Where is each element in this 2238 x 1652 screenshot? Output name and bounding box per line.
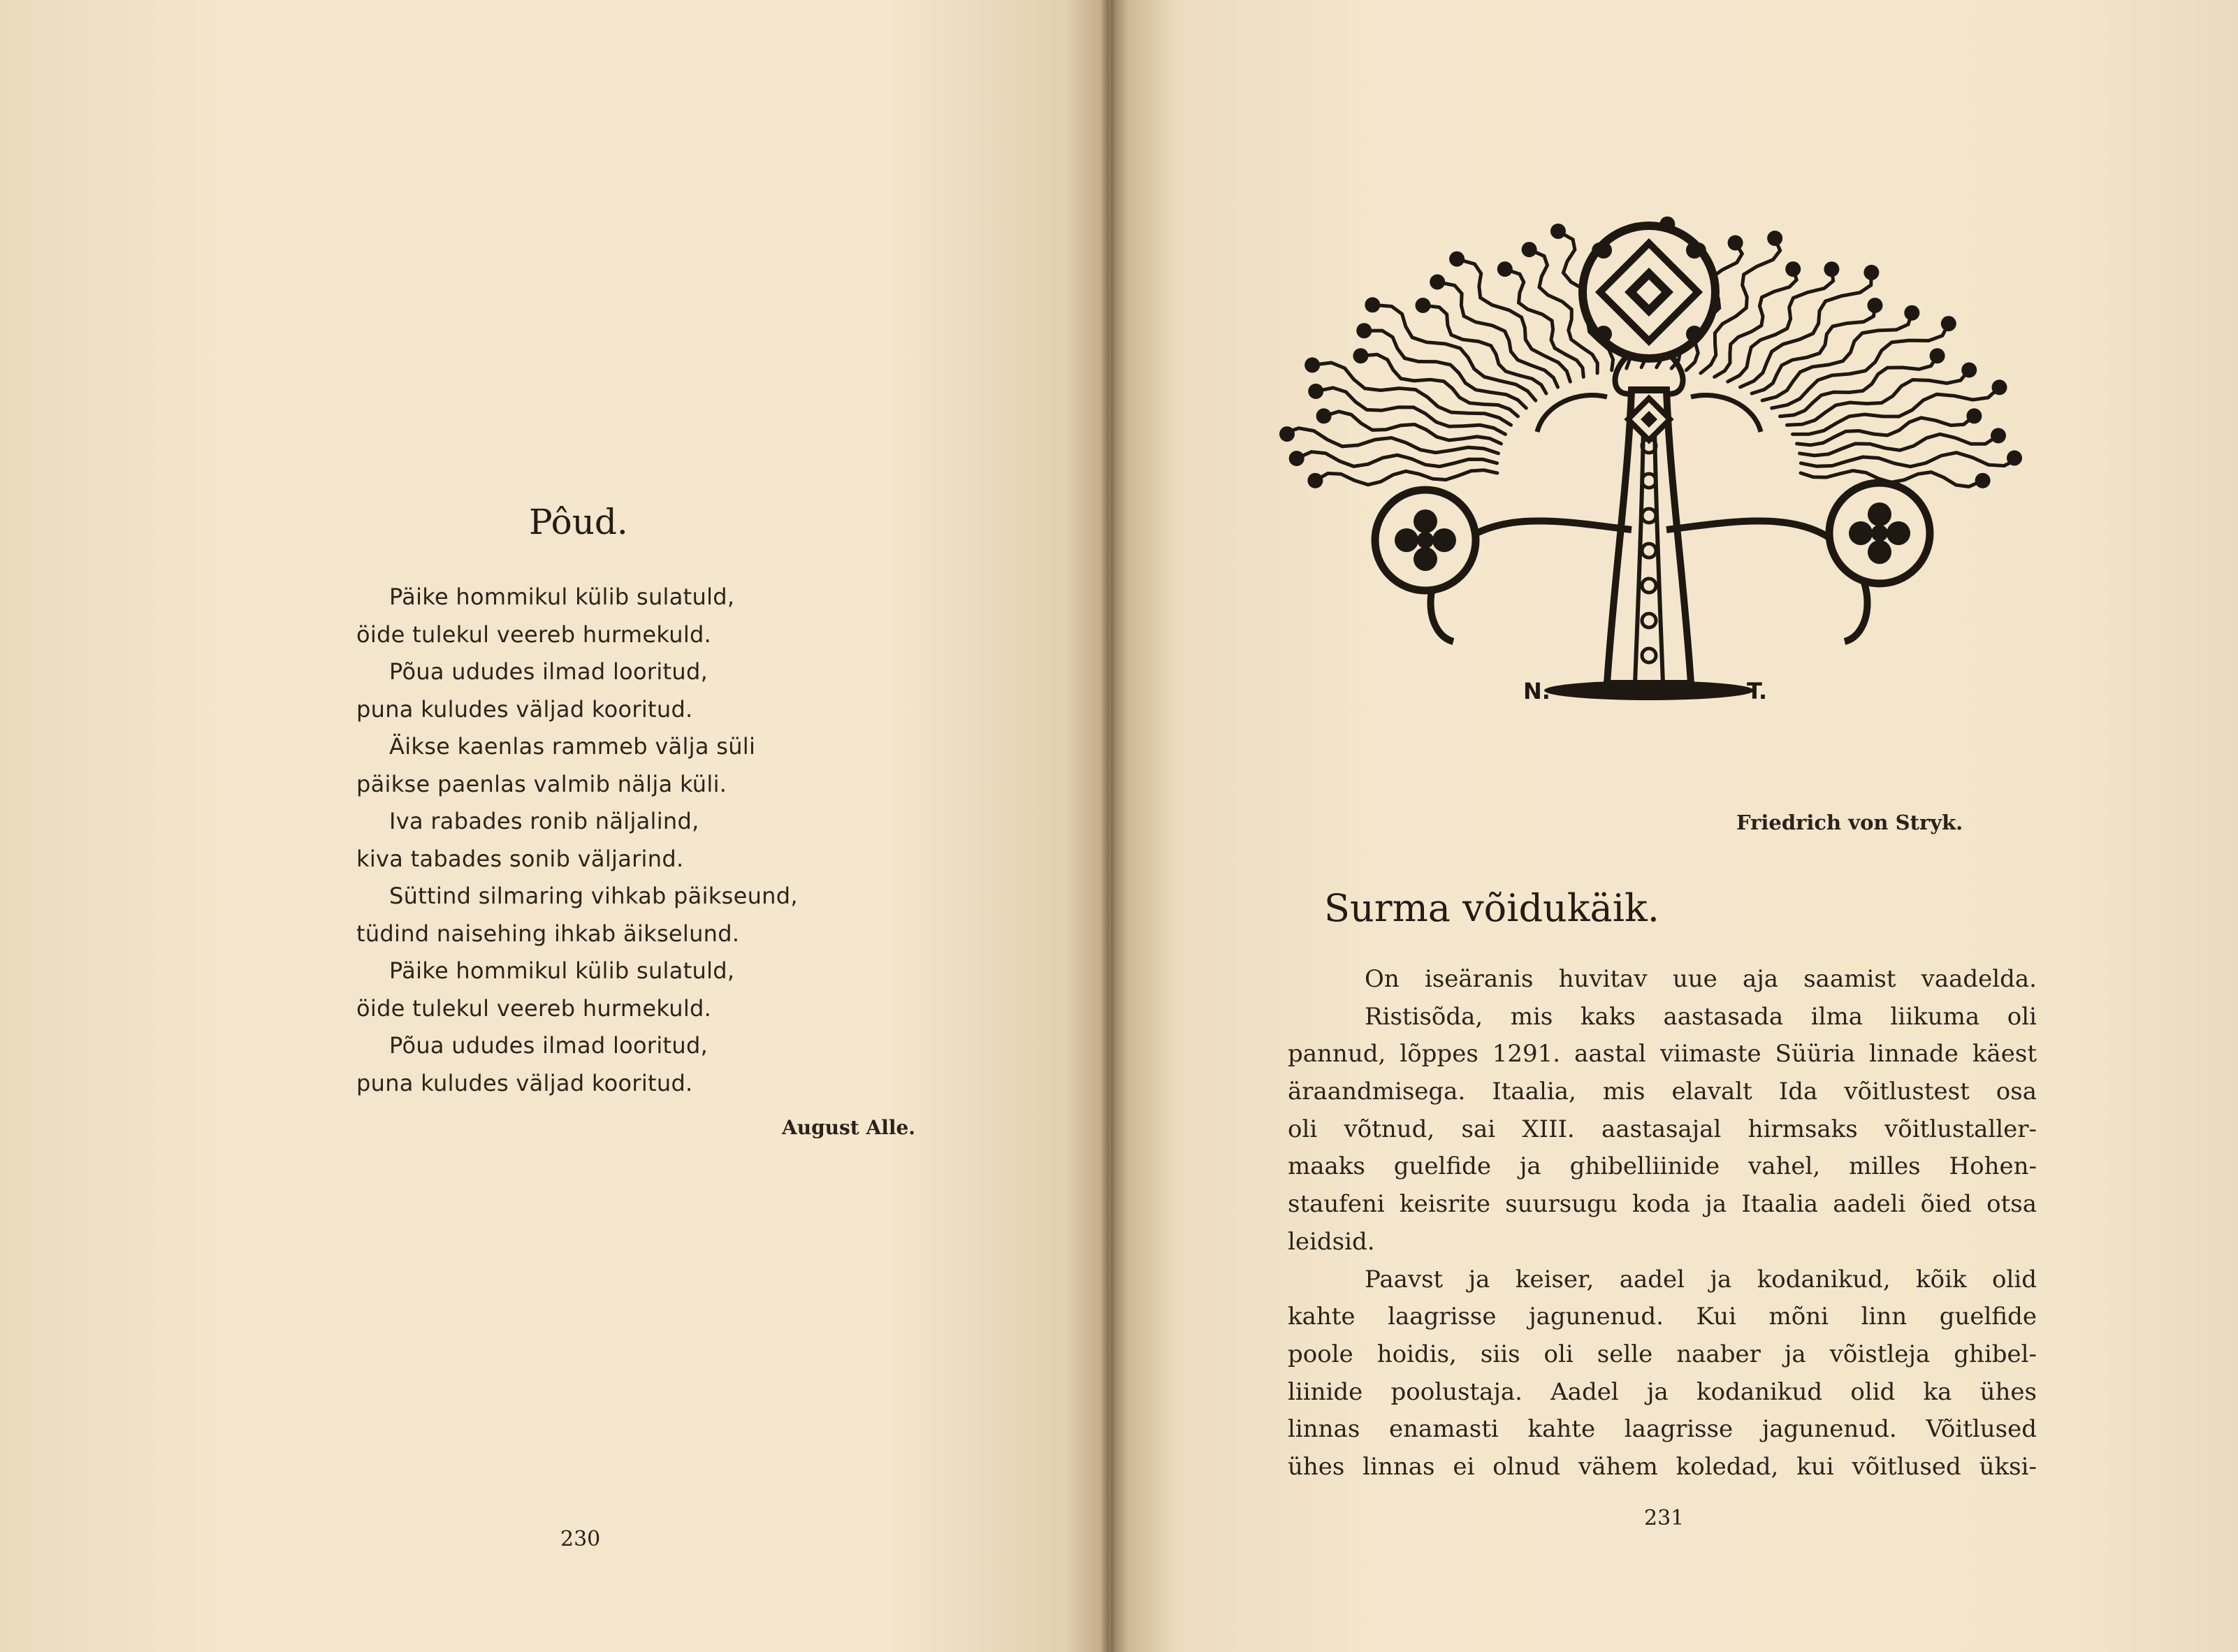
article-line: Paavst ja keiser, aadel ja kodanikud, kõik olid: [1365, 1265, 2037, 1294]
page-number-right: 231: [1644, 1506, 1685, 1530]
ornament-ray: [1297, 452, 1497, 467]
article-line: Ristisõda, mis kaks aastasada ilma liikuma oli: [1365, 1002, 2037, 1031]
poem-line: öide tulekul veereb hurmekuld.: [356, 994, 712, 1022]
ornament-leaf: [1930, 348, 1945, 363]
ornament-leaf: [1904, 305, 1919, 321]
ornament-leaf: [1497, 261, 1513, 277]
ornament-leaf: [1550, 224, 1566, 239]
poem-line: tüdind naisehing ihkab äikselund.: [356, 920, 740, 947]
ornament-leaf: [1522, 242, 1537, 257]
poem-line: Päike hommikul külib sulatuld,: [389, 584, 735, 610]
ornament-ray: [1801, 453, 2019, 467]
ornament-leaf: [1356, 323, 1372, 338]
poem-title: Pôud.: [529, 502, 628, 542]
article-line: liinide poolustaja. Aadel ja kodanikud olid ka ühes: [1288, 1377, 2037, 1406]
ornament-leaf: [1785, 261, 1801, 277]
ornament-leaf: [1975, 473, 1991, 488]
poem-line: Põua ududes ilmad looritud,: [389, 1032, 709, 1059]
poem-line: kiva tabades sonib väljarind.: [356, 845, 684, 872]
ornament-ray: [1800, 434, 1999, 456]
ornament-leaf: [1966, 408, 1982, 423]
article-body: [1288, 961, 2037, 1486]
ornament-leaf: [1728, 236, 1743, 251]
article-line: kahte laagrisse jagunenud. Kui mõni linn guelfide: [1288, 1303, 2037, 1331]
ornament-leaf: [1941, 316, 1956, 331]
article-line: ühes linnas ei olnud vähem koledad, kui võitlused üksi-: [1288, 1452, 2037, 1481]
poem-line: Päike hommikul külib sulatuld,: [389, 957, 735, 984]
ornament-leaf: [1316, 408, 1332, 423]
ornament-leaf: [1868, 298, 1883, 313]
book-gutter: [1100, 0, 1116, 1652]
ornament-leaf: [1992, 379, 2007, 395]
ornament-ray: [1324, 412, 1502, 444]
ornament-ray: [1312, 363, 1511, 425]
article-title: Surma võidukäik.: [1324, 886, 1659, 930]
ornament-leaf: [1305, 357, 1320, 372]
ornament-leaf: [1991, 428, 2006, 443]
poem-line: Iva rabades ronib näljalind,: [389, 808, 699, 834]
ornament-leaf: [1416, 298, 1431, 313]
poem-body: [356, 579, 887, 1102]
article-author: Friedrich von Stryk.: [1736, 811, 1963, 834]
article-line: staufeni keisrite suursugu koda ja Itaalia aadeli õied otsa: [1288, 1190, 2037, 1219]
initial-right: T.: [1747, 678, 1768, 704]
poem-line: Äikse kaenlas rammeb välja süli: [389, 733, 756, 760]
ornament-leaf: [1767, 231, 1782, 246]
ornament-leaf: [1308, 384, 1323, 399]
article-line: On iseäranis huvitav uue aja saamist vaadelda.: [1365, 965, 2037, 993]
ornament-leaf: [1289, 451, 1305, 466]
article-line: leidsid.: [1288, 1227, 1375, 1256]
poem-line: puna kuludes väljad kooritud.: [356, 1069, 693, 1096]
left-page: [0, 0, 1111, 1652]
poem-line: puna kuludes väljad kooritud.: [356, 695, 693, 723]
ornament-leaf: [1863, 265, 1879, 280]
ornamental-tree-illustration: [1279, 215, 2023, 713]
ornament-leaf: [1961, 363, 1977, 378]
ornament-ray: [1281, 428, 1498, 454]
ornament-leaf: [1430, 275, 1445, 290]
poem-line: päikse paenlas valmib nälja küli.: [356, 770, 727, 797]
ornament-ray: [1315, 470, 1497, 485]
article-line: pannud, lõppes 1291. aastal viimaste Süüria linnade käest: [1288, 1040, 2037, 1068]
article-line: oli võtnud, sai XIII. aastasajal hirmsaks võitlustaller-: [1288, 1115, 2037, 1143]
article-line: maaks guelfide ja ghibelliinide vahel, milles Hohen-: [1288, 1152, 2037, 1181]
page-number-left: 230: [560, 1527, 601, 1551]
poem-author: August Alle.: [782, 1116, 916, 1139]
ornament-leaf: [1449, 252, 1465, 267]
ornament-ray: [1316, 388, 1505, 435]
ornament-ray: [1752, 305, 1875, 393]
poem-line: öide tulekul veereb hurmekuld.: [356, 621, 712, 648]
initial-left: N.: [1523, 678, 1550, 704]
ornament-leaf: [2007, 450, 2022, 465]
poem-line: Süttind silmaring vihkab päikseund,: [389, 883, 798, 909]
article-line: poole hoidis, siis oli selle naaber ja võistleja ghibel-: [1288, 1340, 2037, 1368]
article-line: äraandmisega. Itaalia, mis elavalt Ida võitlustest osa: [1288, 1078, 2037, 1106]
ornament-leaf: [1307, 473, 1323, 488]
poem-line: Põua ududes ilmad looritud,: [389, 658, 709, 685]
article-line: linnas enamasti kahte laagrisse jagunenud. Võitlused: [1288, 1415, 2037, 1444]
ornament-leaf: [1365, 297, 1380, 312]
ornament-leaf: [1353, 348, 1368, 363]
ornament-leaf: [1279, 426, 1295, 442]
ornament-leaf: [1824, 261, 1839, 277]
